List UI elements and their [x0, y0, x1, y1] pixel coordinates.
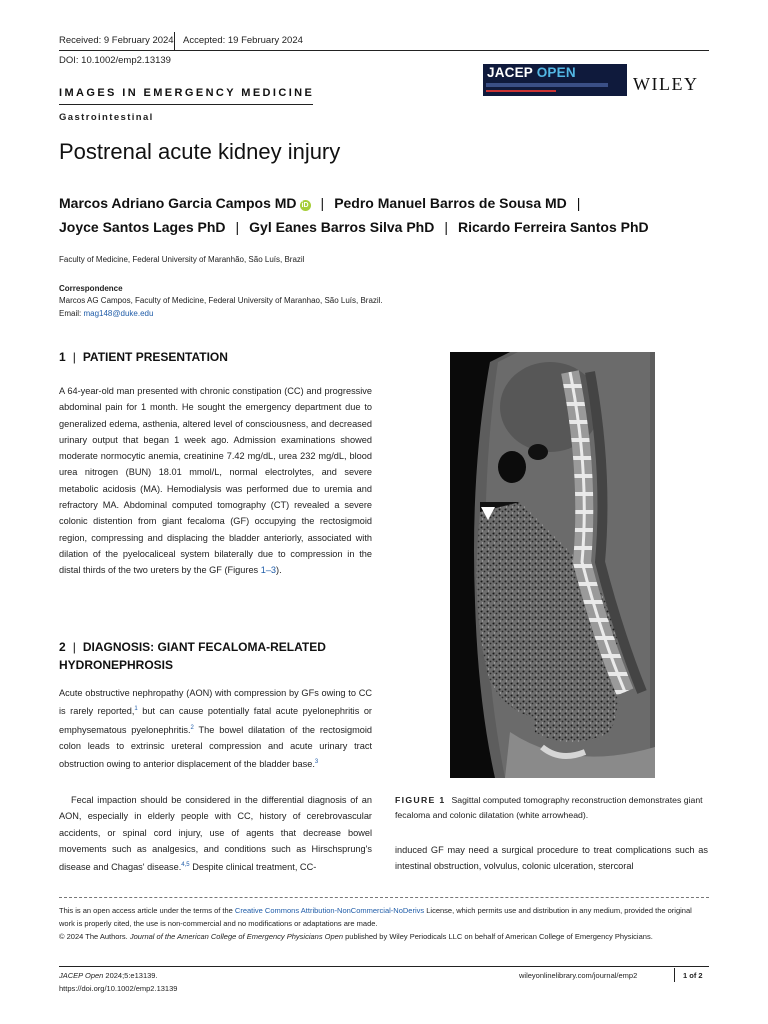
figure-caption	[395, 793, 708, 823]
citation	[59, 970, 359, 983]
author-name[interactable]: Ricardo Ferreira Santos PhD	[458, 219, 649, 235]
author-name[interactable]: Joyce Santos Lages PhD	[59, 219, 226, 235]
license-text: This is an open access article under the terms of the	[59, 906, 235, 915]
author-name[interactable]: Gyl Eanes Barros Silva PhD	[249, 219, 435, 235]
correspondence-text: Marcos AG Campos, Faculty of Medicine, Federal University of Maranhao, São Luís, Brazil.	[59, 296, 383, 305]
section-2-heading: 2 | DIAGNOSIS: GIANT FECALOMA-RELATED HYDRONEPHROSIS	[59, 640, 326, 672]
paragraph-end: ).	[276, 565, 282, 576]
section-underline	[59, 104, 313, 105]
journal-website-link[interactable]: wileyonlinelibrary.com/journal/emp2	[519, 971, 638, 980]
doi[interactable]: DOI: 10.1002/emp2.13139	[59, 55, 171, 66]
paragraph-text: Acute obstructive nephropathy (AON) with compression by GFs owing to CC is rarely reported,	[59, 688, 372, 717]
logo-text-jacep: JACEP	[487, 65, 533, 80]
section-title: PATIENT PRESENTATION	[82, 350, 228, 364]
right-column-paragraph: induced GF may need a surgical procedure to treat complications such as intestinal obstruction, volvulus, colonic ulceration, stercoral	[395, 845, 708, 872]
logo-strip	[486, 83, 608, 87]
section-title-line-1: DIAGNOSIS: GIANT FECALOMA-RELATED	[82, 640, 326, 654]
logo-text-open: OPEN	[536, 65, 576, 80]
citation-details: 2024;5:e13139.	[103, 971, 158, 980]
footer-rule	[59, 966, 709, 967]
email-label: Email:	[59, 309, 82, 318]
footer-separator	[674, 968, 675, 982]
citation-link[interactable]: 2	[190, 724, 194, 731]
authors-line-2: Joyce Santos Lages PhD | Gyl Eanes Barros Silva PhD | Ricardo Ferreira Santos PhD	[59, 219, 649, 235]
accepted-date: Accepted: 19 February 2024	[183, 35, 303, 46]
license-statement	[59, 905, 709, 930]
paragraph-text: but can cause potentially fatal acute pyelonephritis or emphysematous pyelonephritis.	[59, 706, 372, 735]
paragraph-text: A 64-year-old man presented with chronic constipation (CC) and progressive abdominal pain for 1 month. He sought the emergency department due to generalized edema, asthenia, altered level of consciousness, and decreased urinary output that began 1 week ago. Admission examinations showed moderate normocytic anemia, creatinine 7.42 mg/dL, urea 232 mg/dL, blood urea nitrogen (BUN) 18.01 mmol/L, normal electrolytes, and severe metabolic acidosis (MA). Hemodialysis was performed due to uremia and refractory MA. Abdominal computed tomography (CT) revealed a severe colonic distention from giant fecaloma (GF) occupying the rectosigmoid region, compressing and displacing the bladder anteriorly, associated with dilation of the pyelocaliceal system bilaterally due to compression in the distal thirds of the two ureters by the GF (Figures	[59, 386, 372, 576]
correspondence-label: Correspondence	[59, 284, 123, 293]
journal-name: Journal of the American College of Emergency Physicians Open	[129, 932, 344, 941]
paragraph-text: Fecal impaction should be considered in the differential diagnosis of an AON, especially in elderly people with CC, history of cerebrovascular accidents, or spinal cord injury, use of agents that decrease bowel movements such as analgesics, and conditions such as Hirschsprung's disease and Chagas' disease.	[59, 795, 372, 873]
paragraph-text: Despite clinical treatment, CC-	[189, 862, 317, 873]
logo-accent	[486, 90, 556, 92]
journal-logo[interactable]	[483, 64, 627, 96]
author-name[interactable]: Marcos Adriano Garcia Campos MD	[59, 195, 297, 211]
figure-caption-text: Sagittal computed tomography reconstruction demonstrates giant fecaloma and colonic dilatation (white arrowhead).	[395, 795, 703, 820]
section-number: 1	[59, 350, 66, 364]
authors-line-1: Marcos Adriano Garcia Campos MD iD | Pedro Manuel Barros de Sousa MD |	[59, 195, 581, 211]
section-1-paragraph	[59, 383, 372, 579]
affiliation: Faculty of Medicine, Federal University of Maranhão, São Luís, Brazil	[59, 255, 305, 264]
license-separator	[59, 897, 709, 898]
article-subject: Gastrointestinal	[59, 112, 154, 123]
page-number: 1 of 2	[683, 971, 703, 980]
header-separator	[174, 32, 175, 50]
citation-journal: JACEP Open	[59, 971, 104, 980]
section-title-line-2: HYDRONEPHROSIS	[59, 658, 174, 672]
figure-reference-link[interactable]: 1–3	[260, 565, 277, 576]
email-link[interactable]: mag148@duke.edu	[83, 309, 154, 318]
header-rule	[59, 50, 709, 51]
paragraph-text: The bowel dilatation of the rectosigmoid colon leads to extrinsic ureteral compression and acute urinary tract obstruction owing to anterior displacement of the bladder base.	[59, 724, 372, 770]
citation-link[interactable]: 4,5	[181, 862, 190, 869]
copyright-text: © 2024 The Authors.	[59, 932, 130, 941]
ct-scan-illustration	[450, 352, 655, 778]
publisher-logo[interactable]: WILEY	[633, 74, 699, 94]
article-section: IMAGES IN EMERGENCY MEDICINE	[59, 87, 315, 99]
article-title: Postrenal acute kidney injury	[59, 139, 341, 164]
copyright-statement	[59, 931, 709, 944]
citation-link[interactable]: 1	[134, 706, 138, 713]
citation-link[interactable]: 3	[314, 759, 319, 766]
author-name[interactable]: Pedro Manuel Barros de Sousa MD	[334, 195, 567, 211]
ct-scan-image[interactable]	[450, 352, 655, 778]
email-line	[59, 308, 153, 320]
orcid-icon[interactable]: iD	[301, 202, 309, 209]
copyright-text: published by Wiley Periodicals LLC on behalf of American College of Emergency Physicians.	[343, 932, 653, 941]
section-2-paragraph-2	[59, 792, 372, 876]
figure-label: FIGURE 1	[395, 795, 446, 805]
section-number: 2	[59, 640, 66, 654]
license-text: License, which permits use and distribution in any medium, provided the original work is properly cited, the use is non-commercial and no modifications or adaptations are made.	[59, 906, 692, 928]
license-link[interactable]: Creative Commons Attribution-NonCommercial-NoDerivs	[234, 906, 425, 915]
citation-doi-link[interactable]: https://doi.org/10.1002/emp2.13139	[59, 984, 178, 993]
section-1-heading: 1 | PATIENT PRESENTATION	[59, 350, 228, 364]
received-date: Received: 9 February 2024	[59, 35, 174, 46]
section-2-paragraph-1	[59, 685, 372, 773]
